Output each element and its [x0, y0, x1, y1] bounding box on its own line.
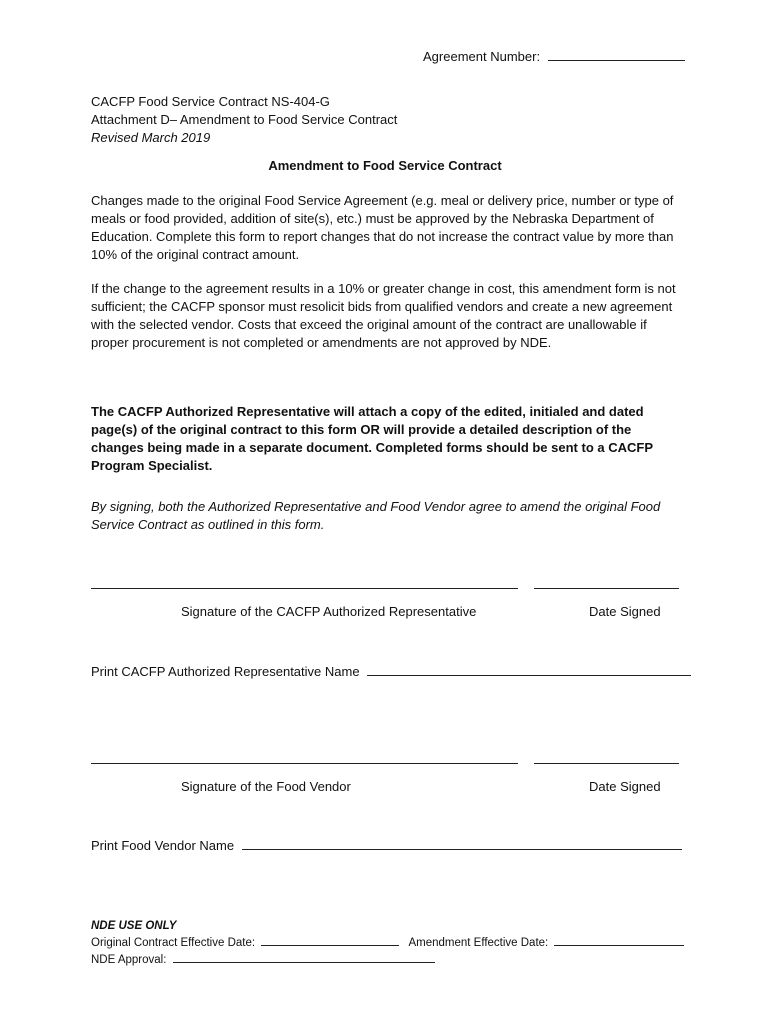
- vendor-signature-label: Signature of the Food Vendor: [181, 779, 351, 794]
- vendor-date-line[interactable]: [534, 763, 679, 764]
- document-id: [91, 93, 397, 147]
- revision-date: Revised March 2019: [91, 130, 211, 145]
- rep-name-label: Print CACFP Authorized Representative Name: [91, 664, 360, 679]
- paragraph-cost-change: If the change to the agreement results in a 10% or greater change in cost, this amendment form is not sufficient; the CACFP sponsor must resolicit bids from qualified vendors and create a new agreement with the selected vendor. Costs that exceed the original amount of the contract are unallowable if proper procurement is not completed or amendments are not approved by NDE.: [91, 281, 676, 350]
- agreement-number-row: [423, 47, 685, 66]
- original-date-field[interactable]: [261, 934, 399, 946]
- nde-use-heading: NDE USE ONLY: [91, 920, 177, 932]
- nde-approval-label: NDE Approval:: [91, 954, 167, 966]
- vendor-signature-line[interactable]: [91, 763, 518, 764]
- rep-name-row: [91, 662, 691, 681]
- agreement-number-label: Agreement Number:: [423, 49, 541, 64]
- rep-signature-line[interactable]: [91, 588, 518, 589]
- vendor-name-label: Print Food Vendor Name: [91, 838, 235, 853]
- page-title: Amendment to Food Service Contract: [268, 158, 502, 173]
- rep-date-line[interactable]: [534, 588, 679, 589]
- vendor-name-field[interactable]: [242, 836, 682, 850]
- contract-id: CACFP Food Service Contract NS-404-G: [91, 94, 330, 109]
- vendor-date-label: Date Signed: [589, 779, 661, 794]
- agreement-number-field[interactable]: [548, 47, 685, 61]
- nde-approval-row: [91, 951, 435, 968]
- paragraph-changes: Changes made to the original Food Service Agreement (e.g. meal or delivery price, number or type of meals or food provided, addition of site(s), etc.) must be approved by the Nebraska Department of Education. Complete this form to report changes that do not increase the contract value by more than 10% of the original contract amount.: [91, 193, 674, 262]
- rep-signature-label: Signature of the CACFP Authorized Representative: [181, 604, 477, 619]
- nde-approval-field[interactable]: [173, 951, 435, 963]
- amendment-date-field[interactable]: [554, 934, 684, 946]
- nde-dates-row: [91, 934, 684, 951]
- paragraph-instructions: The CACFP Authorized Representative will attach a copy of the edited, initialed and dated page(s) of the original contract to this form OR will provide a detailed description of the changes being made in a separate document. Completed forms should be sent to a CACFP Program Specialist.: [91, 404, 653, 473]
- amendment-date-label: Amendment Effective Date:: [408, 937, 549, 949]
- paragraph-agreement: By signing, both the Authorized Representative and Food Vendor agree to amend the original Food Service Contract as outlined in this form.: [91, 499, 661, 532]
- vendor-name-row: [91, 836, 682, 855]
- attachment-id: Attachment D– Amendment to Food Service Contract: [91, 112, 398, 127]
- original-date-label: Original Contract Effective Date:: [91, 937, 256, 949]
- rep-date-label: Date Signed: [589, 604, 661, 619]
- rep-name-field[interactable]: [367, 662, 691, 676]
